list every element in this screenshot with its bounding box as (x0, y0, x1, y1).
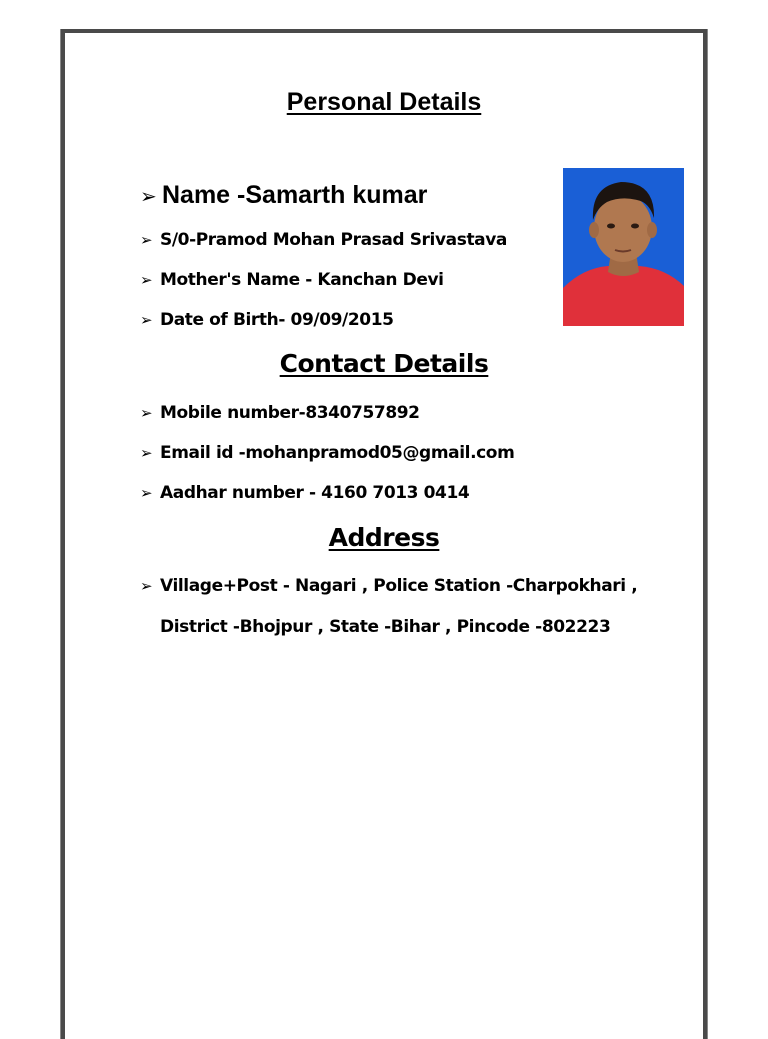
mother-item (140, 270, 444, 290)
address-line-2: District -Bhojpur , State -Bihar , Pincode -802223 (160, 617, 611, 637)
arrow-bullet-icon: ➢ (140, 231, 153, 249)
photo-ear-left (589, 222, 599, 238)
father-item (140, 230, 507, 250)
contact-details-heading: Contact Details (279, 349, 489, 378)
dob-text: Date of Birth- 09/09/2015 (160, 310, 394, 330)
mobile-text: Mobile number-8340757892 (160, 403, 420, 423)
photo-ear-right (647, 222, 657, 238)
profile-photo (563, 168, 684, 326)
mother-text: Mother's Name - Kanchan Devi (160, 270, 444, 290)
arrow-bullet-icon: ➢ (140, 577, 153, 595)
aadhar-item (140, 483, 469, 503)
aadhar-text: Aadhar number - 4160 7013 0414 (160, 483, 470, 503)
name-text: Name -Samarth kumar (162, 181, 428, 209)
arrow-bullet-icon: ➢ (140, 404, 153, 422)
address-heading: Address (328, 523, 440, 552)
address-line-1: Village+Post - Nagari , Police Station -Charpokhari , (160, 576, 638, 596)
arrow-bullet-icon: ➢ (140, 444, 153, 462)
mobile-item (140, 403, 420, 423)
photo-eye-right (631, 224, 639, 229)
arrow-bullet-icon: ➢ (140, 311, 153, 329)
photo-eye-left (607, 224, 615, 229)
arrow-bullet-icon: ➢ (140, 271, 153, 289)
dob-item (140, 310, 394, 330)
arrow-bullet-icon: ➢ (140, 184, 157, 208)
email-text: Email id -mohanpramod05@gmail.com (160, 443, 515, 463)
name-item (140, 181, 427, 210)
father-text: S/0-Pramod Mohan Prasad Srivastava (160, 230, 507, 250)
email-item (140, 443, 514, 463)
personal-details-heading: Personal Details (286, 88, 482, 116)
address-item (140, 576, 637, 596)
arrow-bullet-icon: ➢ (140, 484, 153, 502)
